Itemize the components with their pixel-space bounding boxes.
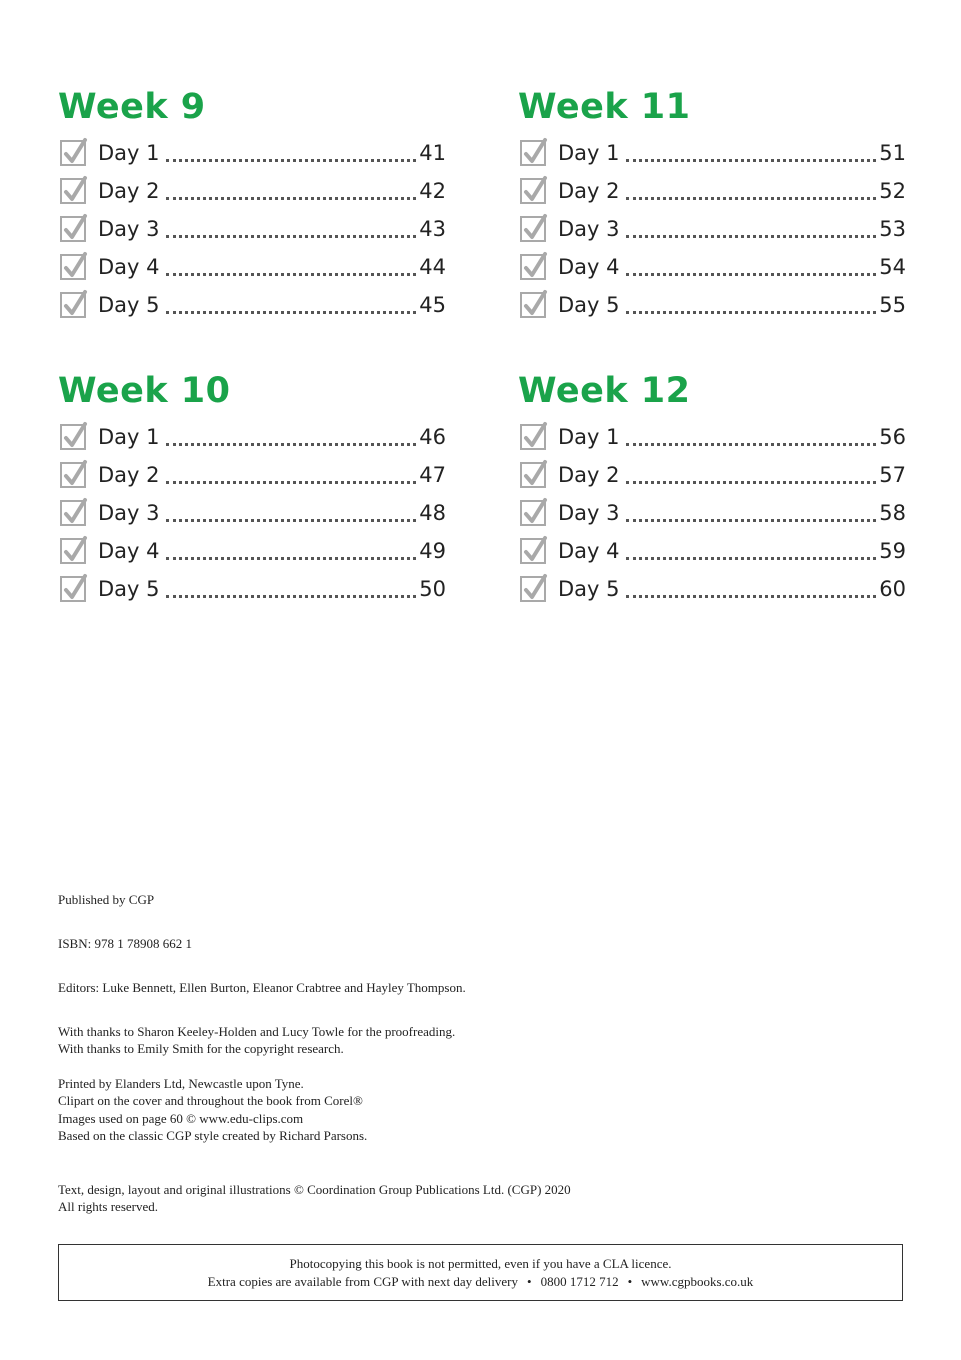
day-row	[518, 570, 906, 608]
dot-leader	[626, 235, 877, 238]
dot-leader	[626, 197, 877, 200]
printer-line: Printed by Elanders Ltd, Newcastle upon Tyne.	[58, 1075, 304, 1091]
week-title: Week 12	[518, 371, 691, 411]
bullet-separator: •	[527, 1273, 532, 1289]
clipart-line: Clipart on the cover and throughout the book from Corel®	[58, 1093, 363, 1108]
page-number: 52	[879, 179, 906, 203]
day-row	[58, 172, 446, 210]
page-number: 44	[419, 255, 446, 279]
dot-leader	[626, 519, 877, 522]
week-title: Week 10	[58, 371, 231, 411]
credits-block	[58, 891, 918, 1216]
checkbox-tick-icon[interactable]	[60, 216, 86, 242]
copyright-line: Text, design, layout and original illustrations © Coordination Group Publications Ltd. (CGP) 2020	[58, 1181, 571, 1197]
isbn-line: ISBN: 978 1 78908 662 1	[58, 935, 192, 951]
website-link[interactable]: www.cgpbooks.co.uk	[641, 1273, 754, 1289]
day-row	[518, 286, 906, 324]
page-number: 46	[419, 425, 446, 449]
day-row	[58, 494, 446, 532]
day-label: Day 2	[558, 179, 620, 203]
day-label: Day 5	[98, 577, 160, 601]
dot-leader	[626, 595, 877, 598]
dot-leader	[166, 595, 417, 598]
page-number: 43	[419, 217, 446, 241]
day-label: Day 1	[558, 141, 620, 165]
day-row	[518, 248, 906, 286]
day-row	[518, 494, 906, 532]
day-label: Day 3	[98, 217, 160, 241]
day-label: Day 3	[98, 501, 160, 525]
proofreading-thanks: With thanks to Sharon Keeley-Holden and Lucy Towle for the proofreading.	[58, 1023, 456, 1039]
week-11-section	[518, 86, 906, 324]
dot-leader	[166, 519, 417, 522]
checkbox-tick-icon[interactable]	[520, 178, 546, 204]
page-number: 59	[879, 539, 906, 563]
day-label: Day 5	[98, 293, 160, 317]
dot-leader	[166, 235, 417, 238]
page-number: 50	[419, 577, 446, 601]
dot-leader	[166, 443, 417, 446]
day-row	[518, 172, 906, 210]
checkbox-tick-icon[interactable]	[520, 424, 546, 450]
day-row	[518, 532, 906, 570]
day-label: Day 4	[558, 255, 620, 279]
day-row	[58, 532, 446, 570]
style-line: Based on the classic CGP style created by Richard Parsons.	[58, 1128, 368, 1143]
copyright-research-thanks: With thanks to Emily Smith for the copyright research.	[58, 1041, 344, 1056]
day-label: Day 4	[558, 539, 620, 563]
editors-line: Editors: Luke Bennett, Ellen Burton, Eleanor Crabtree and Hayley Thompson.	[58, 980, 466, 995]
checkbox-tick-icon[interactable]	[60, 462, 86, 488]
page-number: 42	[419, 179, 446, 203]
page-number: 51	[879, 141, 906, 165]
checkbox-tick-icon[interactable]	[60, 424, 86, 450]
photocopy-notice	[58, 1244, 903, 1301]
day-row	[58, 570, 446, 608]
checkbox-tick-icon[interactable]	[60, 140, 86, 166]
page-number: 47	[419, 463, 446, 487]
page-number: 49	[419, 539, 446, 563]
day-label: Day 5	[558, 293, 620, 317]
day-row	[518, 210, 906, 248]
week-12-section	[518, 370, 906, 608]
dot-leader	[626, 273, 877, 276]
day-label: Day 4	[98, 539, 160, 563]
day-label: Day 2	[98, 179, 160, 203]
dot-leader	[626, 481, 877, 484]
day-row	[58, 456, 446, 494]
checkbox-tick-icon[interactable]	[520, 538, 546, 564]
day-label: Day 1	[98, 425, 160, 449]
images-line: Images used on page 60 © www.edu-clips.com	[58, 1110, 304, 1126]
day-row	[58, 418, 446, 456]
checkbox-tick-icon[interactable]	[60, 292, 86, 318]
day-label: Day 1	[558, 425, 620, 449]
page-number: 58	[879, 501, 906, 525]
checkbox-tick-icon[interactable]	[520, 216, 546, 242]
bullet-separator: •	[627, 1273, 633, 1289]
dot-leader	[166, 481, 417, 484]
day-label: Day 4	[98, 255, 160, 279]
page-number: 41	[419, 141, 446, 165]
day-row	[518, 456, 906, 494]
day-label: Day 5	[558, 577, 620, 601]
day-label: Day 3	[558, 217, 620, 241]
page-number: 60	[879, 577, 906, 601]
day-row	[58, 134, 446, 172]
day-row	[518, 134, 906, 172]
day-row	[58, 248, 446, 286]
page-number: 55	[879, 293, 906, 317]
day-row	[518, 418, 906, 456]
page-number: 53	[879, 217, 906, 241]
page-number: 48	[419, 501, 446, 525]
dot-leader	[166, 557, 417, 560]
checkbox-tick-icon[interactable]	[60, 254, 86, 280]
week-10-section	[58, 370, 446, 608]
day-label: Day 1	[98, 141, 160, 165]
dot-leader	[626, 557, 877, 560]
publisher-line: Published by CGP	[58, 892, 155, 907]
dot-leader	[166, 197, 417, 200]
day-label: Day 2	[98, 463, 160, 487]
week-9-section	[58, 86, 446, 324]
dot-leader	[626, 159, 877, 162]
checkbox-tick-icon[interactable]	[60, 178, 86, 204]
day-row	[58, 210, 446, 248]
dot-leader	[626, 443, 877, 446]
checkbox-tick-icon[interactable]	[520, 254, 546, 280]
dot-leader	[626, 311, 877, 314]
notice-line-2	[59, 1273, 902, 1291]
extra-copies-text: Extra copies are available from CGP with next day delivery	[207, 1273, 519, 1289]
checkbox-tick-icon[interactable]	[520, 292, 546, 318]
checkbox-tick-icon[interactable]	[520, 462, 546, 488]
checkbox-tick-icon[interactable]	[60, 576, 86, 602]
week-title: Week 9	[58, 87, 206, 127]
checkbox-tick-icon[interactable]	[60, 538, 86, 564]
rights-line: All rights reserved.	[58, 1199, 159, 1214]
page-number: 57	[879, 463, 906, 487]
day-label: Day 2	[558, 463, 620, 487]
notice-line-1: Photocopying this book is not permitted, even if you have a CLA licence.	[289, 1256, 672, 1271]
checkbox-tick-icon[interactable]	[520, 500, 546, 526]
page-number: 45	[419, 293, 446, 317]
page-number: 54	[879, 255, 906, 279]
dot-leader	[166, 311, 417, 314]
week-title: Week 11	[518, 87, 691, 127]
checkbox-tick-icon[interactable]	[60, 500, 86, 526]
page-number: 56	[879, 425, 906, 449]
day-row	[58, 286, 446, 324]
checkbox-tick-icon[interactable]	[520, 576, 546, 602]
phone-number: 0800 1712 712	[540, 1273, 619, 1289]
dot-leader	[166, 273, 417, 276]
checkbox-tick-icon[interactable]	[520, 140, 546, 166]
day-label: Day 3	[558, 501, 620, 525]
dot-leader	[166, 159, 417, 162]
